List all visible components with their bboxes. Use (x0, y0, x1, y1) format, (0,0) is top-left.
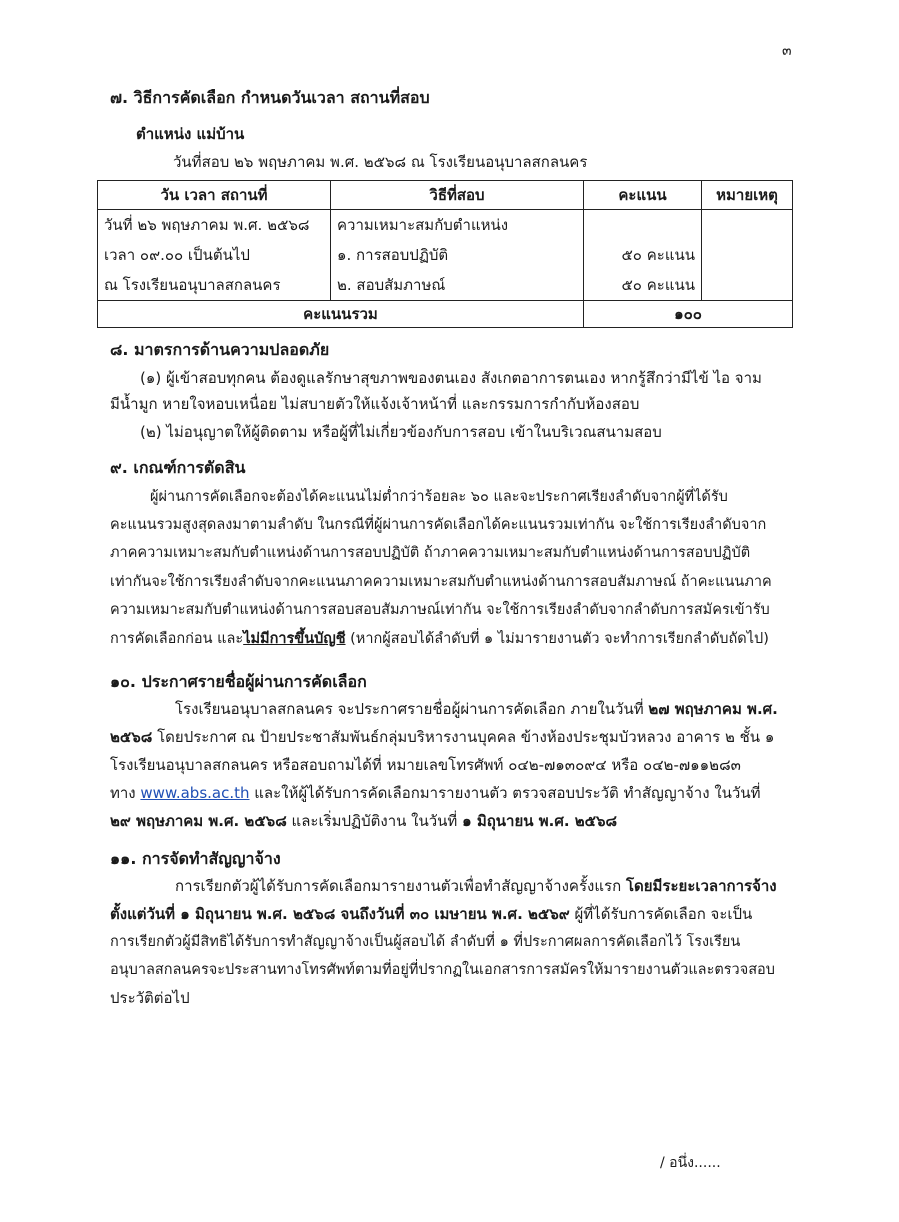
cell-line: เวลา ๐๙.๐๐ เป็นต้นไป (104, 246, 250, 264)
s11-text: ผู้ที่ได้รับการคัดเลือก จะเป็น (569, 905, 753, 923)
s8-line-1: (๑) ผู้เข้าสอบทุกคน ต้องดูแลรักษาสุขภาพของตนเอง สังเกตอาการตนเอง หากรู้สึกว่ามีไข้ ไอ จาม (140, 369, 762, 387)
s10-text: ทาง (110, 784, 141, 802)
score-cell (584, 210, 702, 301)
total-row (98, 301, 793, 328)
start-date: ๑ มิถุนายน พ.ศ. ๒๕๖๘ (462, 812, 618, 830)
cell-line: ๕๐ คะแนน (621, 276, 695, 294)
s10-line-1 (175, 697, 778, 721)
section-8-title: ๘. มาตรการด้านความปลอดภัย (110, 340, 330, 359)
table-header-row (98, 181, 793, 210)
s8-line-3: (๒) ไม่อนุญาตให้ผู้ติดตาม หรือผู้ที่ไม่เกี่ยวข้องกับการสอบ เข้าในบริเวณสนามสอบ (140, 423, 662, 441)
announce-year: ๒๕๖๘ (110, 728, 153, 746)
cell-line: ๑. การสอบปฏิบัติ (337, 246, 449, 264)
s11-text: การเรียกตัวผู้ได้รับการคัดเลือกมารายงานตัวเพื่อทำสัญญาจ้างครั้งแรก (175, 877, 626, 895)
section-11-title: ๑๑. การจัดทำสัญญาจ้าง (110, 849, 281, 868)
cell-line: วันที่ ๒๖ พฤษภาคม พ.ศ. ๒๕๖๘ (104, 216, 310, 234)
s9-line-1: ผู้ผ่านการคัดเลือกจะต้องได้คะแนนไม่ต่ำกว่าร้อยละ ๖๐ และจะประกาศเรียงลำดับจากผู้ที่ได้รับ (150, 489, 728, 505)
s11-line-5: ประวัติต่อไป (110, 989, 190, 1007)
header-remarks: หมายเหตุ (702, 181, 793, 210)
s9-text: (หากผู้สอบได้ลำดับที่ ๑ ไม่มารายงานตัว จะทำการเรียกลำดับถัดไป) (345, 631, 769, 647)
s10-line-2 (110, 725, 774, 749)
header-date-time-place: วัน เวลา สถานที่ (98, 181, 331, 210)
s11-line-3: การเรียกตัวผู้มีสิทธิได้รับการทำสัญญาจ้างเป็นผู้สอบได้ ลำดับที่ ๑ ที่ประกาศผลการคัดเลือกไว้ โรงเรียน (110, 934, 741, 950)
s9-line-2: คะแนนรวมสูงสุดลงมาตามลำดับ ในกรณีที่ผู้ผ่านการคัดเลือกได้คะแนนรวมเท่ากัน จะใช้การเรียงลำดับจาก (110, 517, 767, 533)
section-7-title: ๗. วิธีการคัดเลือก กำหนดวันเวลา สถานที่สอบ (110, 88, 430, 107)
section-10-title: ๑๐. ประกาศรายชื่อผู้ผ่านการคัดเลือก (110, 672, 367, 691)
s10-line-5 (110, 809, 617, 833)
s9-line-6 (110, 627, 769, 650)
announce-date: ๒๗ พฤษภาคม พ.ศ. (648, 700, 778, 718)
exam-date-line: วันที่สอบ ๒๖ พฤษภาคม พ.ศ. ๒๕๖๘ ณ โรงเรียนอนุบาลสกลนคร (173, 153, 588, 171)
cell-line: ๕๐ คะแนน (621, 246, 695, 264)
s9-line-4: เท่ากันจะใช้การเรียงลำดับจากคะแนนภาคความเหมาะสมกับตำแหน่งด้านการสอบสัมภาษณ์ ถ้าคะแนนภาค (110, 574, 772, 590)
cell-line: ณ โรงเรียนอนุบาลสกลนคร (104, 276, 281, 294)
s10-line-3: โรงเรียนอนุบาลสกลนคร หรือสอบถามได้ที่ หมายเลขโทรศัพท์ ๐๔๒-๗๑๓๐๙๔ หรือ ๐๔๒-๗๑๑๒๘๓ (110, 756, 741, 774)
s9-text: การคัดเลือกก่อน และ (110, 631, 244, 647)
report-date: ๒๙ พฤษภาคม พ.ศ. ๒๕๖๘ (110, 812, 287, 830)
date-time-place-cell (98, 210, 331, 301)
page-number: ๓ (782, 43, 792, 59)
s9-line-3: ภาคความเหมาะสมกับตำแหน่งด้านการสอบปฏิบัติ ถ้าภาคความเหมาะสมกับตำแหน่งด้านการสอบปฏิบัติ (110, 545, 751, 561)
s11-line-2 (110, 902, 752, 926)
exam-method-cell (331, 210, 584, 301)
website-link[interactable]: www.abs.ac.th (140, 784, 250, 802)
s10-text: และให้ผู้ได้รับการคัดเลือกมารายงานตัว ตรวจสอบประวัติ ทำสัญญาจ้าง ในวันที่ (249, 784, 761, 802)
header-exam-method: วิธีที่สอบ (331, 181, 584, 210)
total-value: ๑๐๐ (584, 301, 793, 328)
total-label: คะแนนรวม (98, 301, 584, 328)
continuation-note: / อนึ่ง...... (660, 1155, 721, 1171)
contract-period: ตั้งแต่วันที่ ๑ มิถุนายน พ.ศ. ๒๕๖๘ จนถึงวันที่ ๓๐ เมษายน พ.ศ. ๒๕๖๙ (110, 905, 570, 923)
s10-text: โดยประกาศ ณ ป้ายประชาสัมพันธ์กลุ่มบริหารงานบุคคล ข้างห้องประชุมบัวหลวง อาคาร ๒ ชั้น ๑ (152, 728, 775, 746)
section-9-title: ๙. เกณฑ์การตัดสิน (110, 458, 246, 477)
remarks-cell (702, 210, 793, 301)
position-label: ตำแหน่ง แม่บ้าน (136, 125, 245, 143)
s10-text: และเริ่มปฏิบัติงาน ในวันที่ (286, 812, 463, 830)
cell-line: ๒. สอบสัมภาษณ์ (337, 276, 446, 294)
no-list-emphasis: ไม่มีการขึ้นบัญชี (243, 631, 346, 647)
cell-line: ความเหมาะสมกับตำแหน่ง (337, 216, 509, 234)
s9-line-5: ความเหมาะสมกับตำแหน่งด้านการสอบสอบสัมภาษณ์เท่ากัน จะใช้การเรียงลำดับจากลำดับการสมัครเข้ารับ (110, 602, 770, 618)
s11-line-1 (175, 874, 777, 898)
s11-line-4: อนุบาลสกลนครจะประสานทางโทรศัพท์ตามที่อยู่ที่ปรากฏในเอกสารการสมัครให้มารายงานตัวและตรวจสอบ (110, 962, 775, 978)
contract-period-label: โดยมีระยะเวลาการจ้าง (625, 877, 777, 895)
cell-line (590, 210, 695, 240)
s10-text: โรงเรียนอนุบาลสกลนคร จะประกาศรายชื่อผู้ผ่านการคัดเลือก ภายในวันที่ (175, 700, 649, 718)
s8-line-2: มีน้ำมูก หายใจหอบเหนื่อย ไม่สบายตัวให้แจ้งเจ้าหน้าที่ และกรรมการกำกับห้องสอบ (110, 395, 640, 413)
exam-schedule-table (97, 180, 793, 328)
table-row (98, 210, 793, 301)
s10-line-4 (110, 781, 760, 805)
header-score: คะแนน (584, 181, 702, 210)
